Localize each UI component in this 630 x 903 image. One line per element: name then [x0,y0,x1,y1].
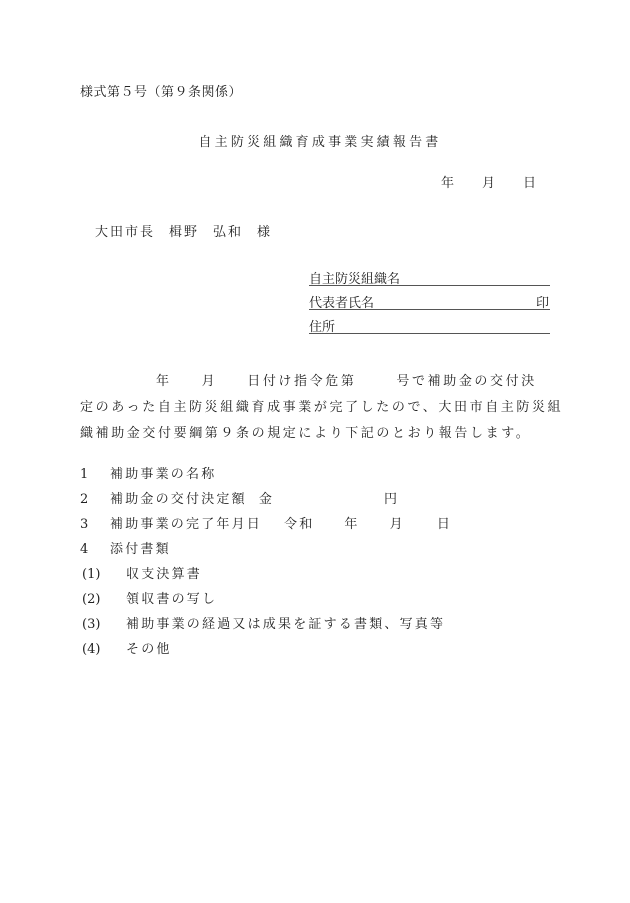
attachment-3: (3) 補助事業の経過又は成果を証する書類、写真等 [82,617,446,632]
body-line-3: 織補助金交付要綱第９条の規定により下記のとおり報告します。 [80,426,532,441]
addressee [95,221,272,240]
attachment-2: (2) 領収書の写し [82,592,218,607]
address-field[interactable] [309,316,550,334]
addressee-position: 大田市長 [95,225,156,240]
item-project-name: 1 補助事業の名称 [80,467,217,482]
item-completion-date: 3 補助事業の完了年月日 令和 年 月 日 [80,517,453,532]
addressee-honorific: 様 [257,225,273,240]
item-attachments: 4 添付書類 [80,542,171,557]
representative-name-label: 代表者氏名 [309,296,375,311]
attachment-4: (4) その他 [82,642,172,657]
document-title: 自主防災組織育成事業実績報告書 [198,135,442,150]
report-date [441,172,536,191]
addressee-surname: 楫野 [169,225,200,240]
seal-mark: 印 [535,296,549,311]
body-line-2: 定のあった自主防災組織育成事業が完了したので、大田市自主防災組 [80,400,564,415]
body-line-1: 年 月 日付け指令危第 号で補助金の交付決 [156,374,537,389]
body-paragraph [80,369,564,447]
date-year-label: 年 [441,176,455,191]
address-label: 住所 [309,320,336,335]
item-grant-amount: 2 補助金の交付決定額 金 円 [80,492,400,507]
attachment-1: (1) 収支決算書 [82,567,203,582]
organization-name-label: 自主防災組織名 [309,272,401,287]
form-number: 様式第５号（第９条関係） [80,85,243,100]
representative-name-field[interactable] [309,292,550,310]
organization-name-field[interactable] [309,268,550,286]
addressee-given-name: 弘和 [213,225,244,240]
date-day-label: 日 [523,176,537,191]
date-month-label: 月 [482,176,496,191]
items-list [80,466,452,666]
